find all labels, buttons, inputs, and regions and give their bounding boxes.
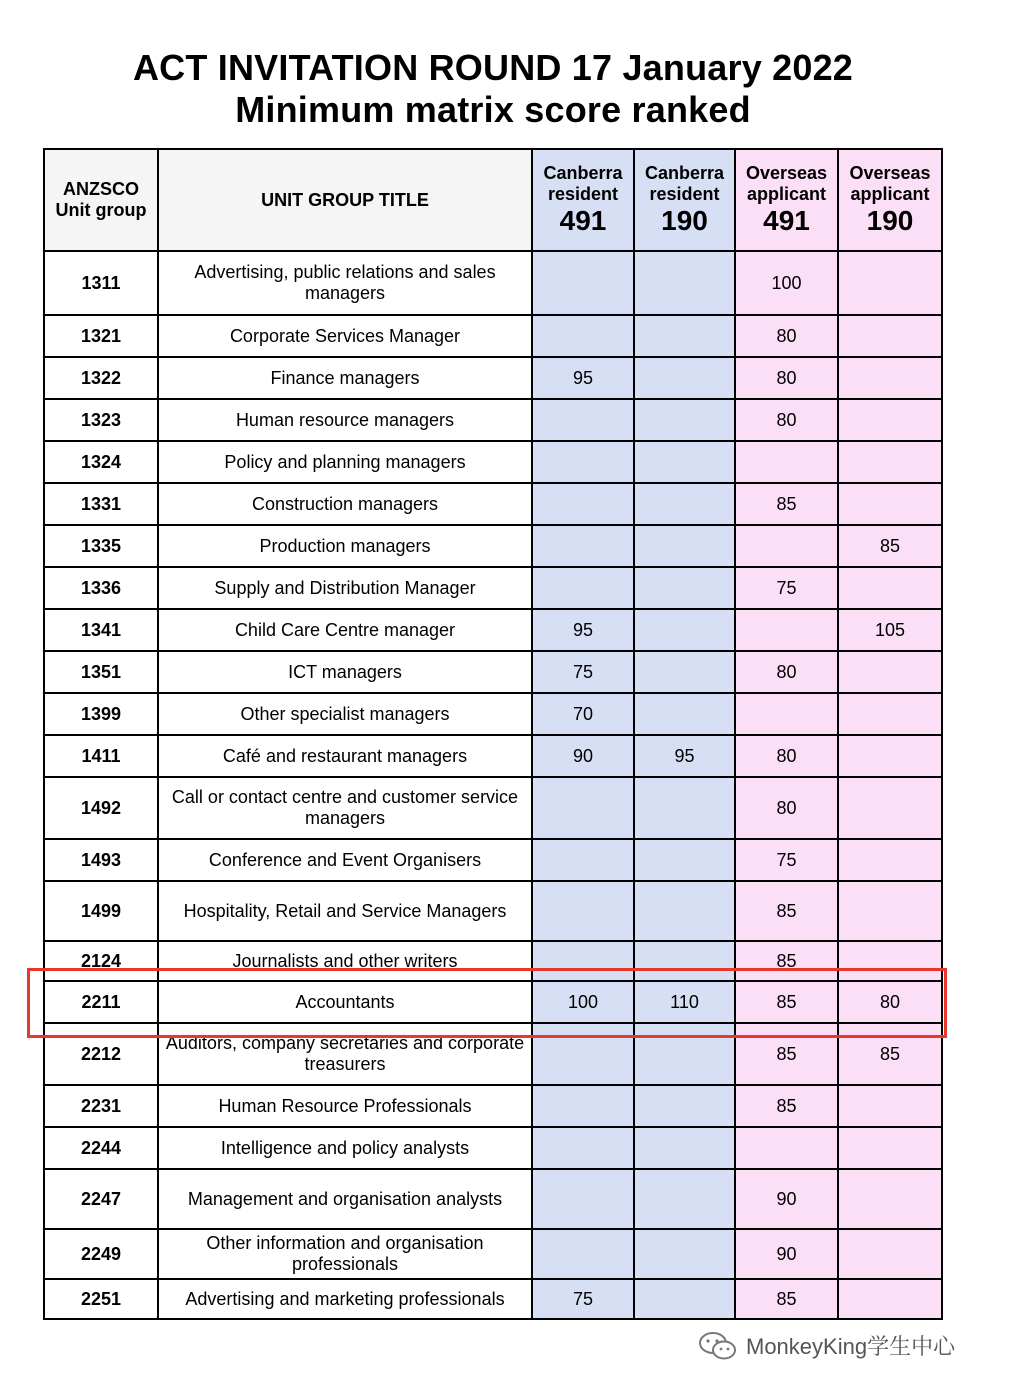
canberra-491-score: 95 [532, 609, 634, 651]
table-row [44, 567, 942, 609]
canberra-491-score [532, 525, 634, 567]
canberra-190-score [634, 483, 735, 525]
table-row [44, 1169, 942, 1229]
overseas-491-score: 80 [735, 357, 838, 399]
table-row [44, 693, 942, 735]
overseas-190-score [838, 735, 942, 777]
page-subtitle: Minimum matrix score ranked [235, 89, 751, 130]
canberra-190-score [634, 567, 735, 609]
canberra-491-score [532, 777, 634, 839]
unit-group-title: Human Resource Professionals [158, 1085, 532, 1127]
table-row [44, 651, 942, 693]
table-row [44, 483, 942, 525]
overseas-491-score: 75 [735, 567, 838, 609]
unit-group-code: 2244 [44, 1127, 158, 1169]
canberra-190-score: 95 [634, 735, 735, 777]
canberra-190-score [634, 1279, 735, 1319]
unit-group-title: Café and restaurant managers [158, 735, 532, 777]
unit-group-title: Other specialist managers [158, 693, 532, 735]
overseas-491-score: 80 [735, 777, 838, 839]
overseas-190-score: 105 [838, 609, 942, 651]
unit-group-code: 1331 [44, 483, 158, 525]
canberra-190-score [634, 839, 735, 881]
table-row [44, 441, 942, 483]
unit-group-code: 1336 [44, 567, 158, 609]
unit-group-title: Management and organisation analysts [158, 1169, 532, 1229]
overseas-190-score [838, 651, 942, 693]
table-row [44, 251, 942, 315]
table-row [44, 525, 942, 567]
overseas-190-score: 85 [838, 525, 942, 567]
overseas-190-score [838, 567, 942, 609]
unit-group-title: Conference and Event Organisers [158, 839, 532, 881]
table-row [44, 941, 942, 981]
header-visa: 190 [866, 205, 914, 236]
overseas-491-score: 90 [735, 1169, 838, 1229]
header-unit-group-title: UNIT GROUP TITLE [158, 149, 532, 251]
unit-group-title: Policy and planning managers [158, 441, 532, 483]
header-line1: Overseas [745, 163, 828, 183]
canberra-190-score [634, 1169, 735, 1229]
canberra-190-score [634, 251, 735, 315]
unit-group-code: 1324 [44, 441, 158, 483]
table-row [44, 881, 942, 941]
footer-label: MonkeyKing学生中心 [746, 1334, 956, 1359]
overseas-190-score [838, 1229, 942, 1279]
header-line1: Canberra [644, 163, 725, 183]
overseas-190-score: 80 [838, 981, 942, 1023]
unit-group-code: 1322 [44, 357, 158, 399]
canberra-190-score [634, 399, 735, 441]
unit-group-code: 2249 [44, 1229, 158, 1279]
unit-group-title: Other information and organisation professionals [158, 1229, 532, 1279]
unit-group-code: 2231 [44, 1085, 158, 1127]
unit-group-code: 1335 [44, 525, 158, 567]
invitation-table [43, 148, 943, 1320]
unit-group-title: Finance managers [158, 357, 532, 399]
table-row [44, 1229, 942, 1279]
overseas-491-score: 90 [735, 1229, 838, 1279]
canberra-190-score [634, 941, 735, 981]
canberra-491-score: 95 [532, 357, 634, 399]
canberra-491-score [532, 483, 634, 525]
footer-watermark [698, 1330, 955, 1361]
unit-group-title: Call or contact centre and customer service managers [158, 777, 532, 839]
unit-group-title: Child Care Centre manager [158, 609, 532, 651]
header-line2: applicant [746, 184, 826, 204]
canberra-491-score: 90 [532, 735, 634, 777]
canberra-491-score [532, 1127, 634, 1169]
header-anzsco: ANZSCO Unit group [44, 149, 158, 251]
unit-group-code: 2212 [44, 1023, 158, 1085]
overseas-190-score [838, 251, 942, 315]
unit-group-code: 1493 [44, 839, 158, 881]
header-overseas-491 [735, 149, 838, 251]
unit-group-title: Hospitality, Retail and Service Managers [158, 881, 532, 941]
canberra-190-score: 110 [634, 981, 735, 1023]
overseas-190-score [838, 777, 942, 839]
canberra-190-score [634, 1085, 735, 1127]
overseas-491-score [735, 1127, 838, 1169]
canberra-491-score [532, 1023, 634, 1085]
overseas-491-score: 80 [735, 651, 838, 693]
overseas-190-score [838, 1169, 942, 1229]
canberra-190-score [634, 651, 735, 693]
unit-group-title: Construction managers [158, 483, 532, 525]
unit-group-title: Production managers [158, 525, 532, 567]
canberra-190-score [634, 881, 735, 941]
table-body [44, 251, 942, 1319]
unit-group-code: 2124 [44, 941, 158, 981]
header-line2: applicant [850, 184, 930, 204]
header-row [44, 149, 942, 251]
header-canberra-190 [634, 149, 735, 251]
overseas-491-score: 85 [735, 981, 838, 1023]
unit-group-title: Accountants [158, 981, 532, 1023]
unit-group-title: ICT managers [158, 651, 532, 693]
unit-group-code: 1321 [44, 315, 158, 357]
canberra-491-score [532, 567, 634, 609]
table-row [44, 777, 942, 839]
overseas-190-score [838, 483, 942, 525]
unit-group-code: 1323 [44, 399, 158, 441]
canberra-491-score [532, 441, 634, 483]
canberra-190-score [634, 441, 735, 483]
unit-group-title: Corporate Services Manager [158, 315, 532, 357]
overseas-491-score: 75 [735, 839, 838, 881]
unit-group-title: Journalists and other writers [158, 941, 532, 981]
unit-group-code: 2251 [44, 1279, 158, 1319]
unit-group-title: Advertising, public relations and sales managers [158, 251, 532, 315]
unit-group-title: Auditors, company secretaries and corporate treasurers [158, 1023, 532, 1085]
table-row [44, 357, 942, 399]
unit-group-title: Advertising and marketing professionals [158, 1279, 532, 1319]
overseas-190-score: 85 [838, 1023, 942, 1085]
overseas-190-score [838, 941, 942, 981]
unit-group-code: 1341 [44, 609, 158, 651]
overseas-491-score: 85 [735, 1023, 838, 1085]
overseas-190-score [838, 839, 942, 881]
header-line2: resident [649, 184, 720, 204]
table-row [44, 981, 942, 1023]
canberra-190-score [634, 1229, 735, 1279]
header-canberra-491 [532, 149, 634, 251]
table-row [44, 609, 942, 651]
header-line1: Canberra [543, 163, 623, 183]
header-visa: 491 [559, 205, 607, 236]
header-visa: 190 [661, 205, 708, 236]
canberra-190-score [634, 693, 735, 735]
unit-group-title: Human resource managers [158, 399, 532, 441]
canberra-491-score [532, 839, 634, 881]
unit-group-code: 2247 [44, 1169, 158, 1229]
table-row [44, 735, 942, 777]
unit-group-title: Supply and Distribution Manager [158, 567, 532, 609]
canberra-190-score [634, 357, 735, 399]
table-row [44, 839, 942, 881]
overseas-190-score [838, 357, 942, 399]
overseas-491-score: 85 [735, 483, 838, 525]
canberra-491-score [532, 1085, 634, 1127]
overseas-491-score: 85 [735, 1279, 838, 1319]
wechat-icon [698, 1331, 738, 1361]
canberra-491-score [532, 251, 634, 315]
header-line1: Overseas [849, 163, 931, 183]
canberra-190-score [634, 315, 735, 357]
canberra-491-score [532, 941, 634, 981]
overseas-190-score [838, 1127, 942, 1169]
canberra-491-score: 70 [532, 693, 634, 735]
table-row [44, 1023, 942, 1085]
header-visa: 491 [763, 205, 810, 236]
canberra-491-score [532, 1169, 634, 1229]
table-row [44, 315, 942, 357]
unit-group-code: 1411 [44, 735, 158, 777]
unit-group-code: 2211 [44, 981, 158, 1023]
table-row [44, 1279, 942, 1319]
canberra-190-score [634, 525, 735, 567]
overseas-491-score [735, 525, 838, 567]
overseas-491-score: 85 [735, 941, 838, 981]
overseas-190-score [838, 881, 942, 941]
unit-group-code: 1311 [44, 251, 158, 315]
canberra-491-score: 75 [532, 651, 634, 693]
unit-group-code: 1499 [44, 881, 158, 941]
unit-group-code: 1492 [44, 777, 158, 839]
overseas-190-score [838, 315, 942, 357]
overseas-491-score: 80 [735, 735, 838, 777]
canberra-491-score [532, 1229, 634, 1279]
overseas-190-score [838, 1279, 942, 1319]
canberra-190-score [634, 1023, 735, 1085]
overseas-190-score [838, 693, 942, 735]
page-title: ACT INVITATION ROUND 17 January 2022 [132, 47, 854, 88]
overseas-190-score [838, 441, 942, 483]
table-row [44, 1085, 942, 1127]
canberra-491-score: 75 [532, 1279, 634, 1319]
canberra-491-score: 100 [532, 981, 634, 1023]
canberra-190-score [634, 777, 735, 839]
canberra-491-score [532, 315, 634, 357]
overseas-491-score: 80 [735, 399, 838, 441]
overseas-491-score [735, 693, 838, 735]
overseas-190-score [838, 1085, 942, 1127]
overseas-190-score [838, 399, 942, 441]
header-overseas-190 [838, 149, 942, 251]
overseas-491-score [735, 609, 838, 651]
overseas-491-score [735, 441, 838, 483]
header-line2: resident [547, 184, 619, 204]
unit-group-title: Intelligence and policy analysts [158, 1127, 532, 1169]
unit-group-code: 1399 [44, 693, 158, 735]
overseas-491-score: 80 [735, 315, 838, 357]
table-row [44, 399, 942, 441]
overseas-491-score: 85 [735, 881, 838, 941]
canberra-491-score [532, 881, 634, 941]
unit-group-code: 1351 [44, 651, 158, 693]
canberra-190-score [634, 1127, 735, 1169]
canberra-491-score [532, 399, 634, 441]
overseas-491-score: 100 [735, 251, 838, 315]
overseas-491-score: 85 [735, 1085, 838, 1127]
canberra-190-score [634, 609, 735, 651]
table-row [44, 1127, 942, 1169]
